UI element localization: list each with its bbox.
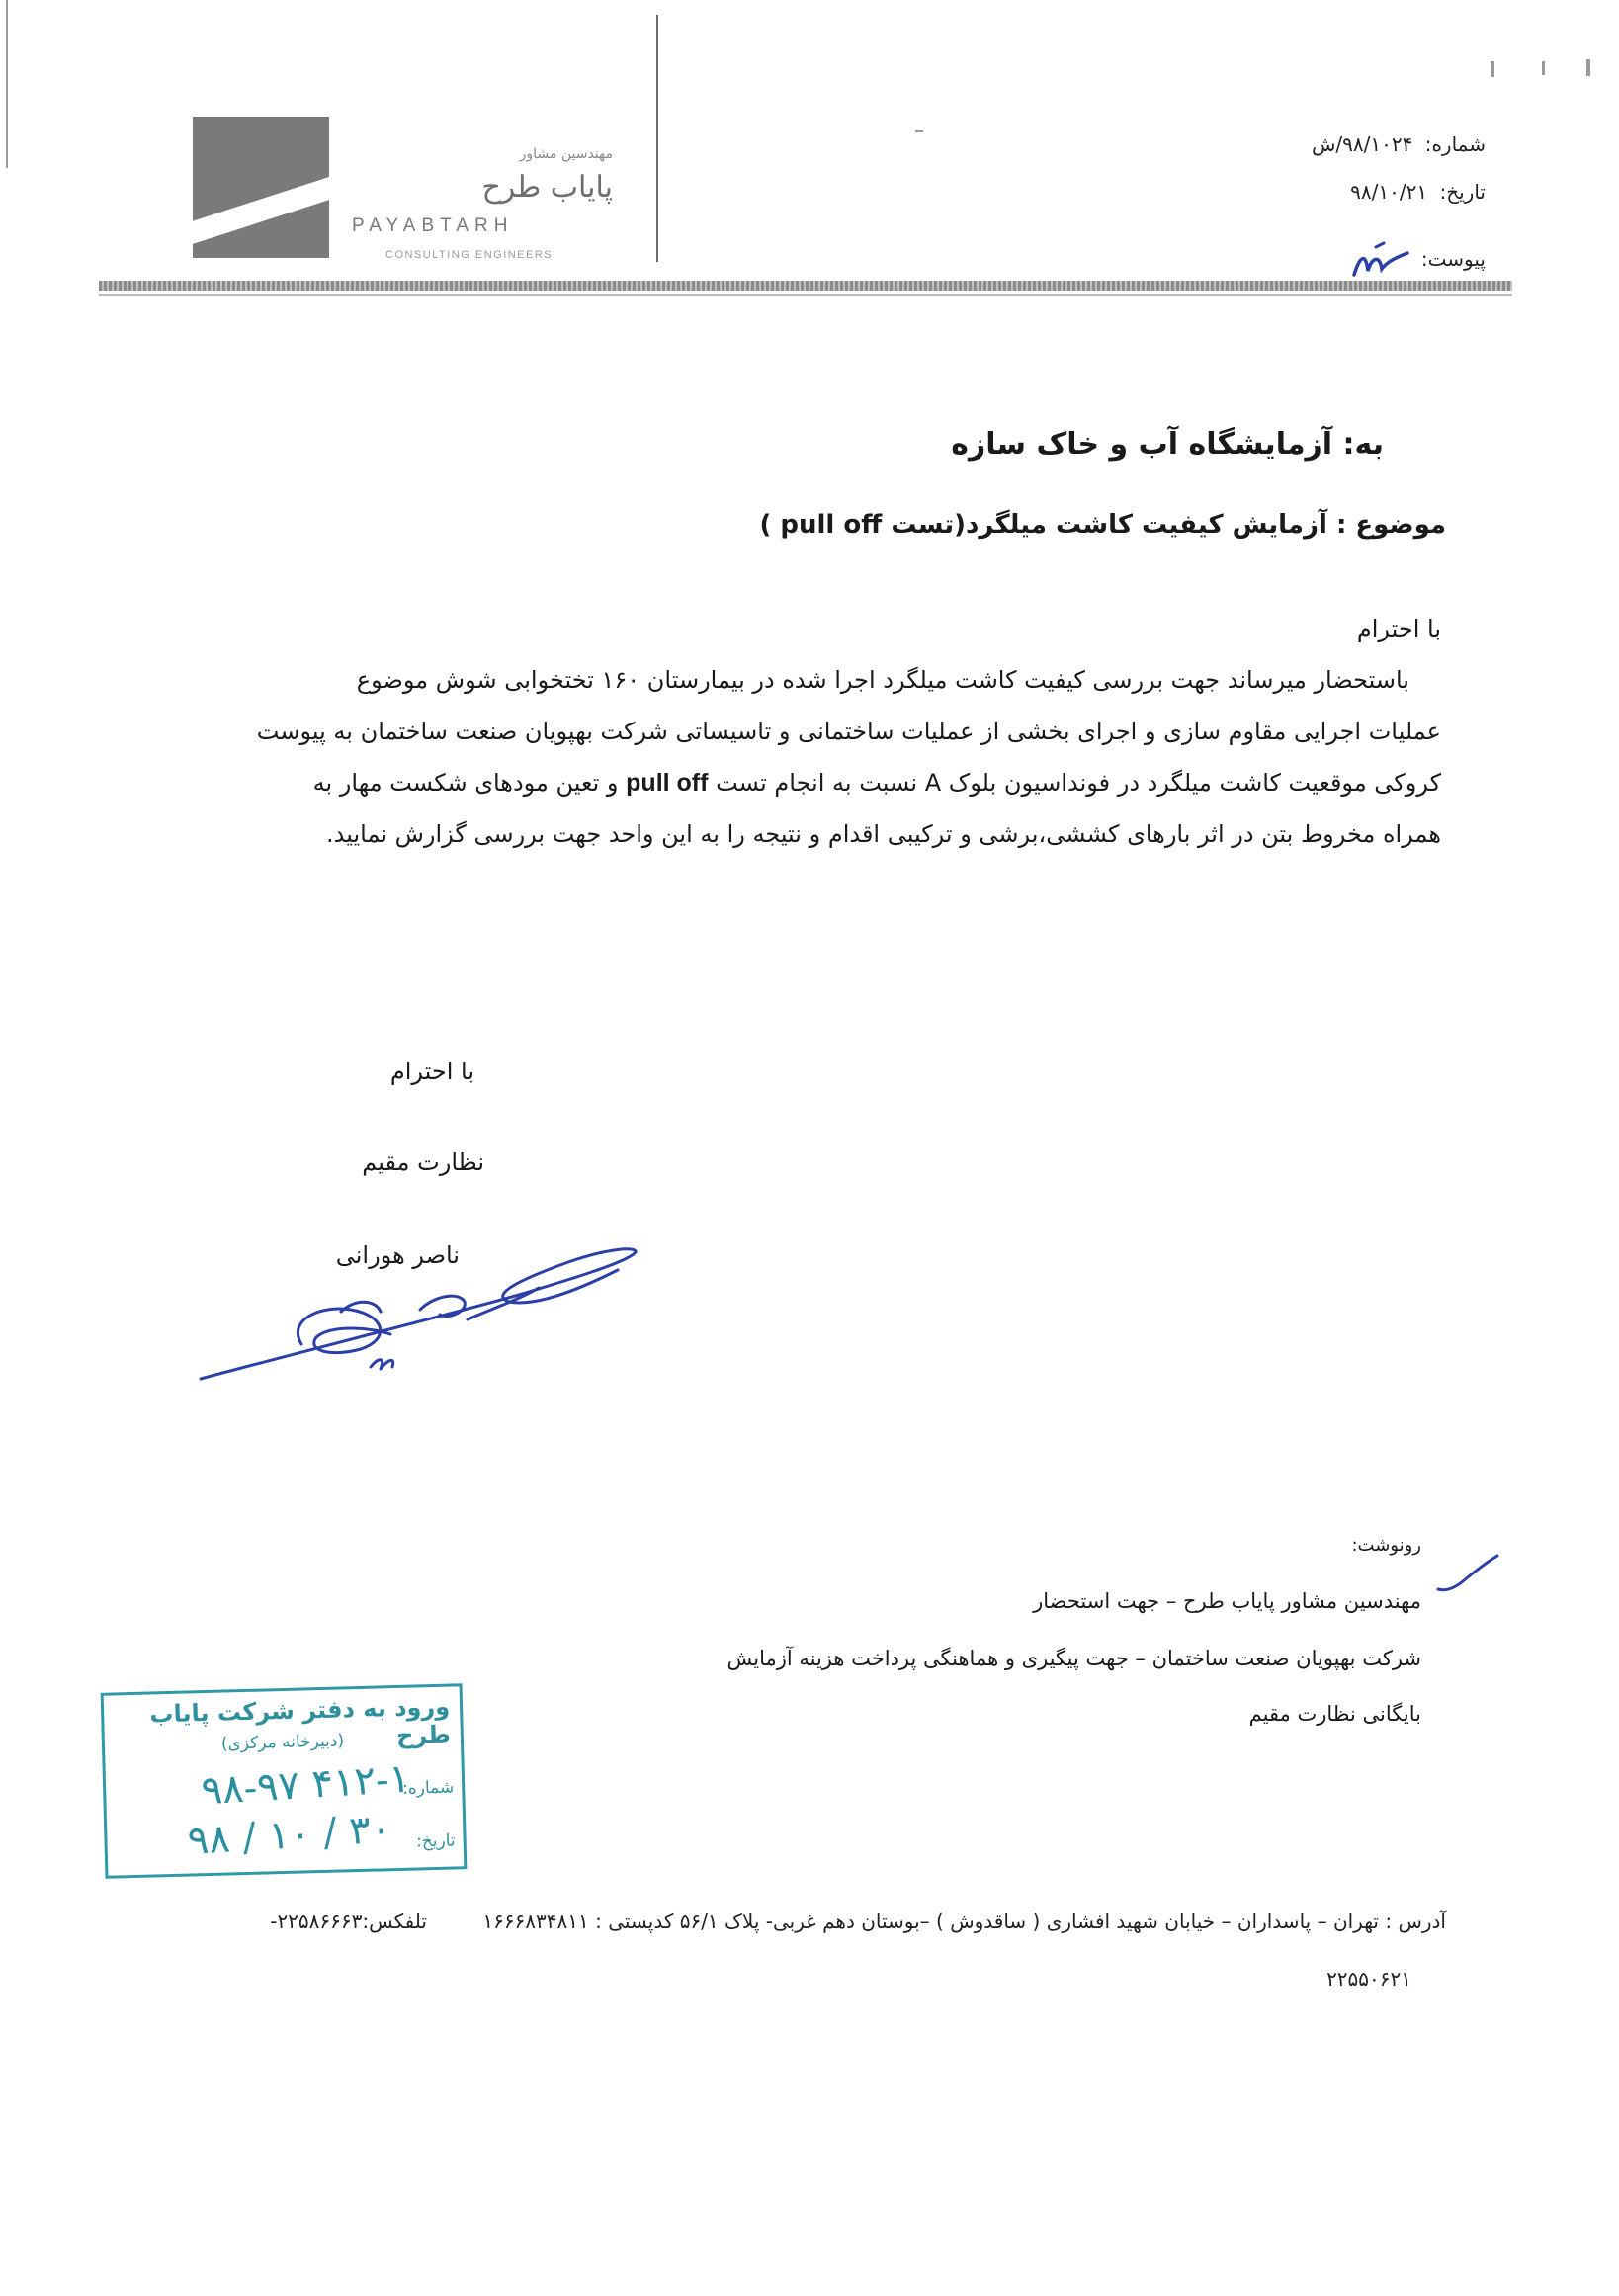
- letter-date: [1130, 180, 1486, 204]
- logo-persian-subtitle: مهندسین مشاور: [519, 146, 613, 162]
- stamp-number-value: ۹۸-۹۷ ۴۱۲-۱: [200, 1755, 412, 1815]
- closing-name: ناصر هورانی: [335, 1241, 460, 1269]
- cc-item-1: مهندسین مشاور پایاب طرح – جهت استحضار: [1033, 1589, 1421, 1613]
- header-divider-thin: [99, 294, 1512, 296]
- body-line-3-part-2: و تعین مودهای شکست مهار به: [312, 769, 619, 797]
- footer-telfax: تلفکس:۲۲۵۸۶۶۶۳-: [270, 1910, 427, 1933]
- scan-speck: [1491, 61, 1494, 77]
- cc-title: رونوشت:: [1351, 1535, 1421, 1556]
- logo-persian-name: پایاب طرح: [481, 170, 613, 205]
- letter-body: [186, 654, 1441, 860]
- stamp-date-value: ۹۸ / ۱۰ / ۳۰: [186, 1806, 393, 1865]
- logo-english-subtitle: CONSULTING ENGINEERS: [385, 249, 554, 261]
- letter-number-label: شماره:: [1424, 132, 1486, 156]
- scan-edge-line: [6, 0, 8, 168]
- stamp-title: ورود به دفتر شرکت پایاب طرح: [149, 1692, 452, 1749]
- header-divider-vertical: [656, 15, 658, 262]
- logo-english-name: PAYABTARH: [352, 215, 514, 236]
- closing-regards: با احترام: [389, 1058, 474, 1085]
- cc-item-3: بایگانی نظارت مقیم: [1248, 1702, 1421, 1726]
- letter-attachment: [1130, 247, 1486, 271]
- stamp-number-label: شماره:: [401, 1777, 455, 1799]
- company-logo: [193, 117, 329, 258]
- stamp-subtitle: (دبیرخانه مرکزی): [220, 1731, 345, 1754]
- footer-address-text: آدرس : تهران – پاسداران – خیابان شهید افشاری ( ساقدوش ) –بوستان دهم غربی- پلاک ۵۶/۱ کدپستی : ۱۶۶۶۸۳۴۸۱۱: [482, 1910, 1446, 1933]
- subject-line: موضوع : آزمایش کیفیت کاشت میلگرد(تست pull off ): [759, 510, 1446, 540]
- scan-speck: [1542, 61, 1545, 75]
- scan-speck: [915, 130, 923, 132]
- body-line-4: همراه مخروط بتن در اثر بارهای کششی،برشی و ترکیبی اقدام و نتیجه را به این واحد جهت بررسی گزارش نمایید.: [325, 820, 1441, 848]
- body-line-3-english: pull off: [626, 769, 709, 797]
- body-line-3: [186, 757, 1441, 808]
- letter-number: [1130, 132, 1486, 156]
- footer-telfax-2: ۲۲۵۵۰۶۲۱: [1326, 1967, 1411, 1991]
- attachment-handwritten-mark: [1346, 235, 1415, 285]
- letter-number-value: ۹۸/۱۰۲۴/ش: [1311, 132, 1413, 156]
- header-divider: [99, 281, 1512, 291]
- handwritten-signature: [193, 1240, 657, 1399]
- recipient-line: به: آزمایشگاه آب و خاک سازه: [951, 427, 1384, 462]
- body-line-1: باستحضار میرساند جهت بررسی کیفیت کاشت میلگرد اجرا شده در بیمارستان ۱۶۰ تختخوابی شوش موضوع: [356, 666, 1409, 694]
- body-line-3-part-1: کروکی موقعیت کاشت میلگرد در فونداسیون بلوک A نسبت به انجام تست: [716, 769, 1441, 797]
- greeting: با احترام: [1356, 615, 1441, 642]
- check-mark-handwritten: [1433, 1552, 1502, 1596]
- closing-role: نظارت مقیم: [362, 1148, 484, 1176]
- letter-attachment-label: پیوست:: [1420, 247, 1486, 271]
- received-stamp: [101, 1683, 468, 1879]
- body-line-2: عملیات اجرایی مقاوم سازی و اجرای بخشی از عملیات ساختمانی و تاسیساتی شرکت بهپویان صنعت ساختمان به پیوست: [256, 718, 1441, 745]
- letter-date-label: تاریخ:: [1439, 180, 1486, 204]
- scan-speck: [1586, 59, 1590, 76]
- stamp-date-label: تاریخ:: [415, 1830, 456, 1852]
- cc-item-2: شرکت بهپویان صنعت ساختمان – جهت پیگیری و هماهنگی پرداخت هزینه آزمایش: [726, 1647, 1421, 1670]
- letter-date-value: ۹۸/۱۰/۲۱: [1350, 180, 1428, 204]
- footer-address: [23, 1910, 1446, 1933]
